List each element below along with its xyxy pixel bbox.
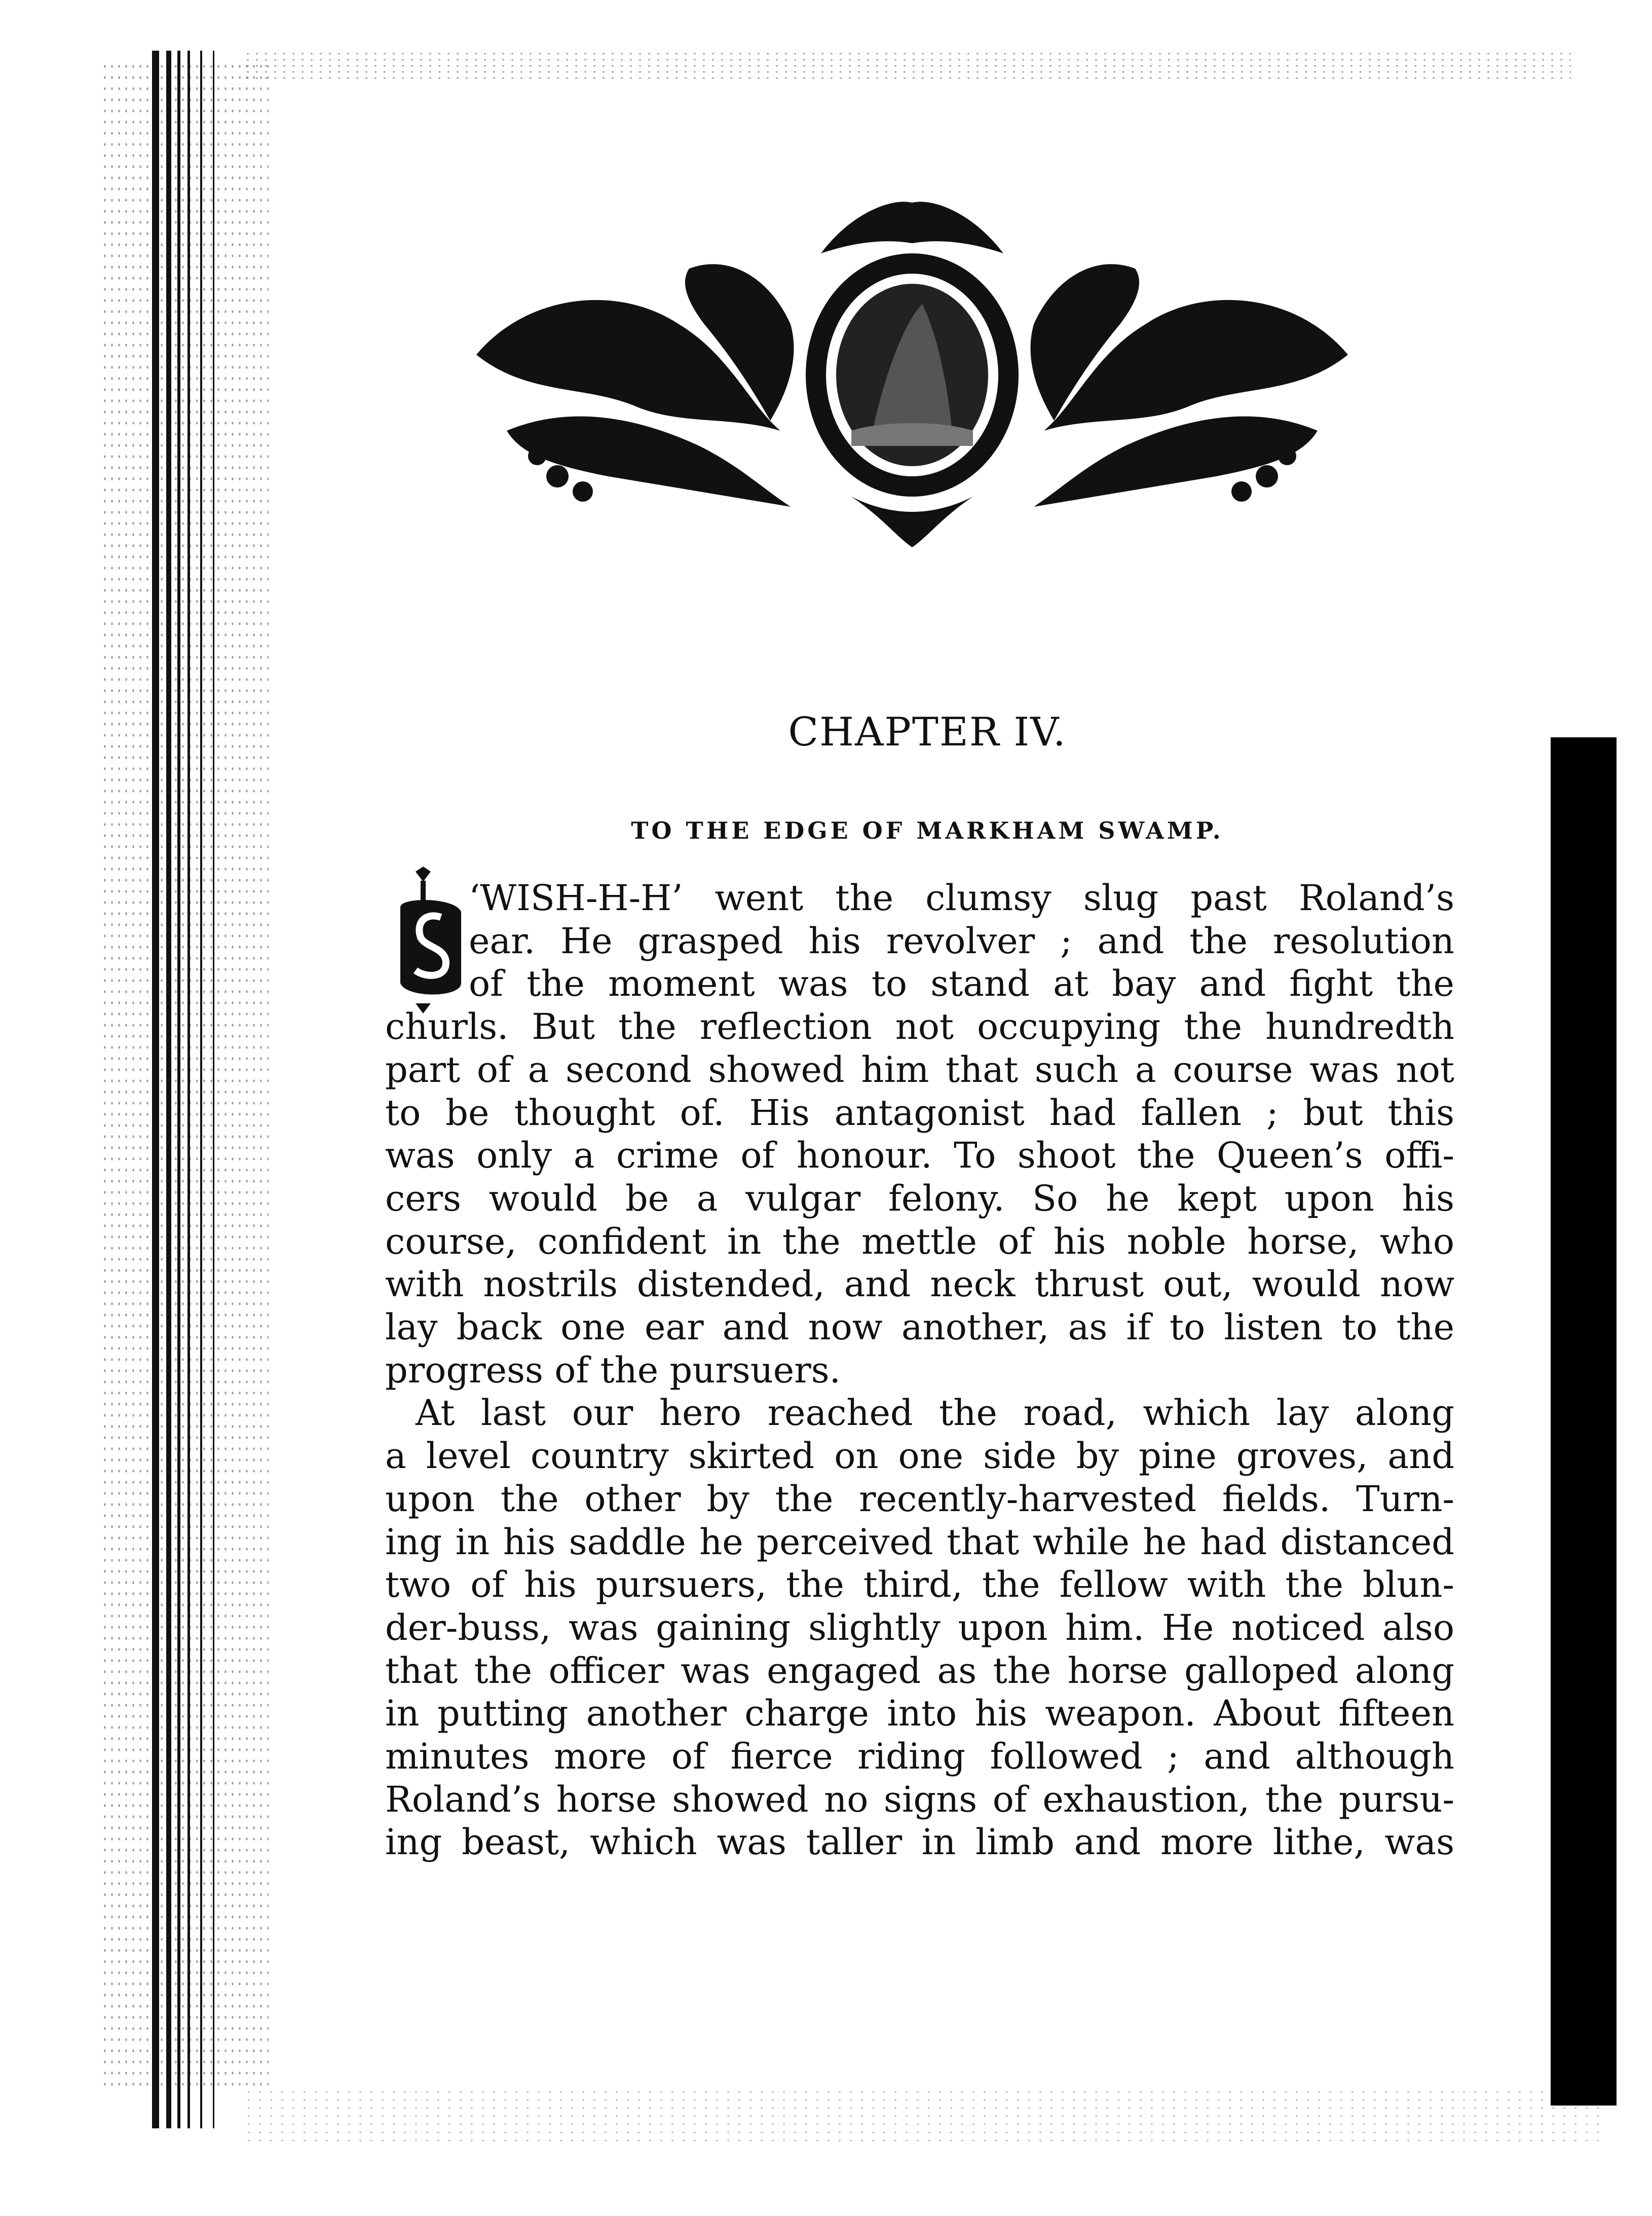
text-line: lay back one ear and now another, as if to listen to the — [385, 1306, 1454, 1348]
text-line: ing in his saddle he perceived that while he had distanced — [385, 1521, 1454, 1563]
scan-speckle-top — [243, 51, 1571, 81]
scan-edge-shadow — [1551, 737, 1617, 2106]
text-line: that the officer was engaged as the horse galloped along — [385, 1649, 1454, 1692]
text-line: with nostrils distended, and neck thrust out, would now — [385, 1263, 1454, 1305]
text-line: in putting another charge into his weapon. About fifteen — [385, 1693, 1454, 1735]
text-line: Roland’s horse showed no signs of exhaustion, the pursu- — [385, 1778, 1454, 1820]
scan-speckle-bottom — [243, 2088, 1601, 2144]
text-line: of the moment was to stand at bay and fight the — [469, 963, 1454, 1005]
chapter-subtitle: TO THE EDGE OF MARKHAM SWAMP. — [631, 817, 1224, 844]
text-line: upon the other by the recently-harvested fields. Turn- — [385, 1478, 1454, 1520]
text-line: was only a crime of honour. To shoot the Queen’s offi- — [385, 1135, 1454, 1177]
text-line: churls. But the reflection not occupying the hundredth — [385, 1006, 1454, 1048]
text-line: ear. He grasped his revolver ; and the resolution — [469, 920, 1454, 962]
text-line: to be thought of. His antagonist had fallen ; but this — [385, 1092, 1454, 1134]
text-line: der-buss, was gaining slightly upon him. He noticed also — [385, 1606, 1454, 1648]
text-line: ing beast, which was taller in limb and more lithe, was — [385, 1821, 1454, 1863]
text-line: cers would be a vulgar felony. So he kept upon his — [385, 1177, 1454, 1219]
floral-ornament-headpiece — [466, 193, 1358, 547]
text-line: progress of the pursuers. — [385, 1349, 841, 1391]
text-line: a level country skirted on one side by pine groves, and — [385, 1435, 1454, 1477]
text-line: course, confident in the mettle of his noble horse, who — [385, 1220, 1454, 1262]
text-line: minutes more of fierce riding followed ; and although — [385, 1736, 1454, 1778]
text-line: part of a second showed him that such a course was not — [385, 1048, 1454, 1091]
body-text — [385, 877, 1454, 1864]
binding-gutter — [137, 51, 238, 2128]
text-line: two of his pursuers, the third, the fellow with the blun- — [385, 1564, 1454, 1606]
text-line: ‘WISH-H-H’ went the clumsy slug past Roland’s — [469, 877, 1454, 919]
chapter-title: CHAPTER IV. — [788, 709, 1067, 755]
text-line: At last our hero reached the road, which lay along — [416, 1392, 1454, 1434]
